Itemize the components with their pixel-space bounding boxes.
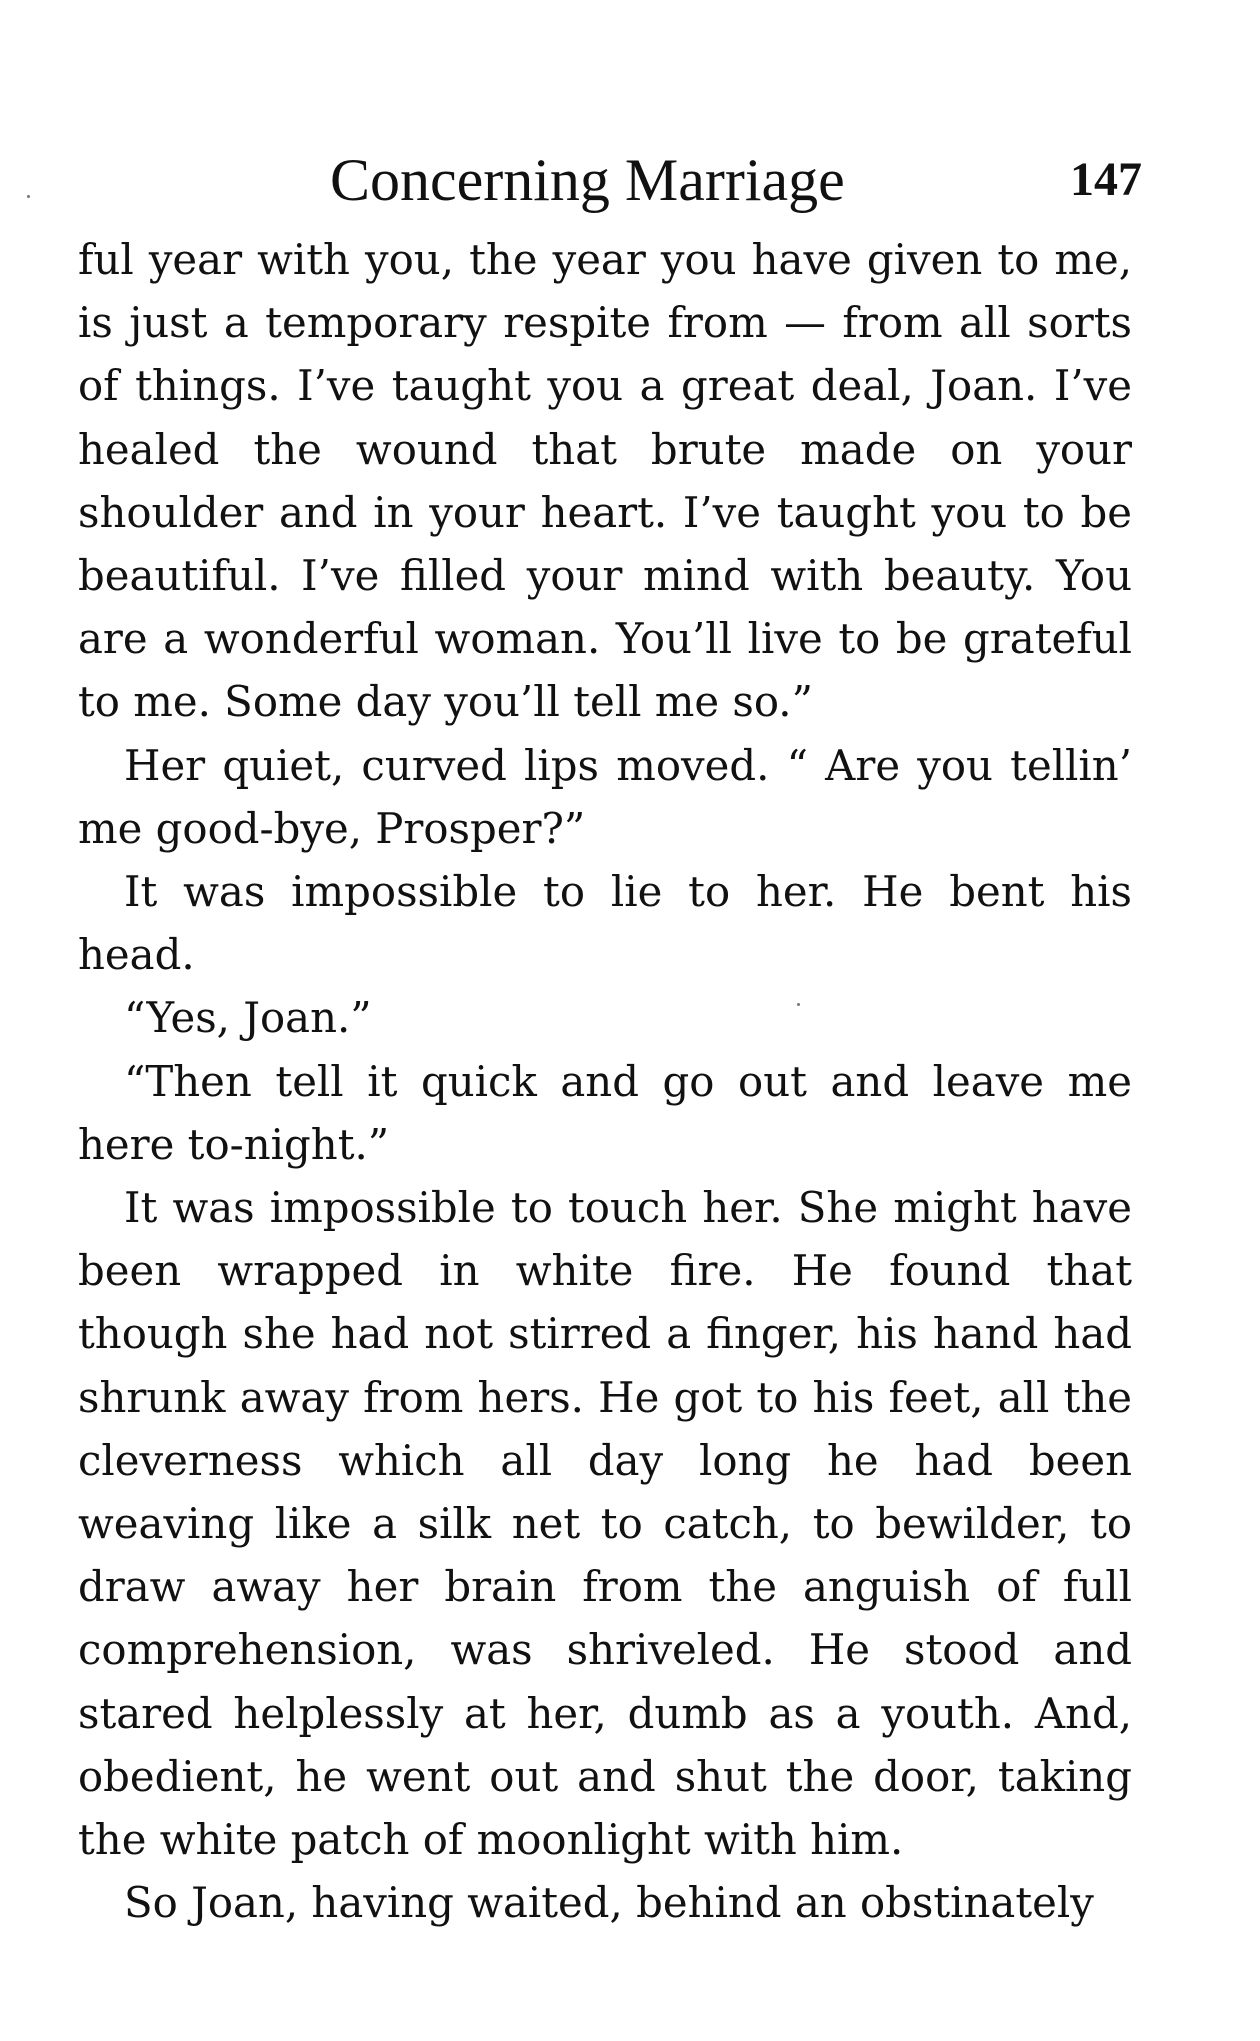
paragraph: It was impossible to touch her. She might have been wrapped in white fire. He found that though she had not stirred a finger, his hand had shrunk away from hers. He got to his feet, all the cleverness which all day long he had been weaving like a silk net to catch, to bewilder, to draw away her brain from the anguish of full comprehension, was shriveled. He stood and stared helplessly at her, dumb as a youth. And, obedient, he went out and shut the door, taking the white patch of moonlight with him. [78,1183,1132,1865]
running-header [0,140,1260,220]
paragraph: “Yes, Joan.” [124,993,372,1043]
body-text [78,228,1132,1934]
paragraph: Her quiet, curved lips moved. “ Are you tellin’ me good-bye, Prosper?” [78,740,1132,853]
paragraph: It was impossible to lie to her. He bent his head. [78,867,1132,980]
paragraph: So Joan, having waited, behind an obstinately [124,1878,1094,1928]
paragraph: ful year with you, the year you have given to me, is just a temporary respite from — from all sorts of things. I’ve taught you a great deal, Joan. I’ve healed the wound that brute made on your shoulder and in your heart. I’ve taught you to be beautiful. I’ve filled your mind with beauty. You are a wonderful woman. You’ll live to be grateful to me. Some day you’ll tell me so.” [78,235,1132,727]
scan-speck [27,195,30,198]
paragraph: “Then tell it quick and go out and leave me here to-night.” [78,1056,1132,1169]
chapter-title: Concerning Marriage [330,147,845,213]
scan-speck [797,1003,800,1006]
page-number: 147 [1070,153,1142,206]
